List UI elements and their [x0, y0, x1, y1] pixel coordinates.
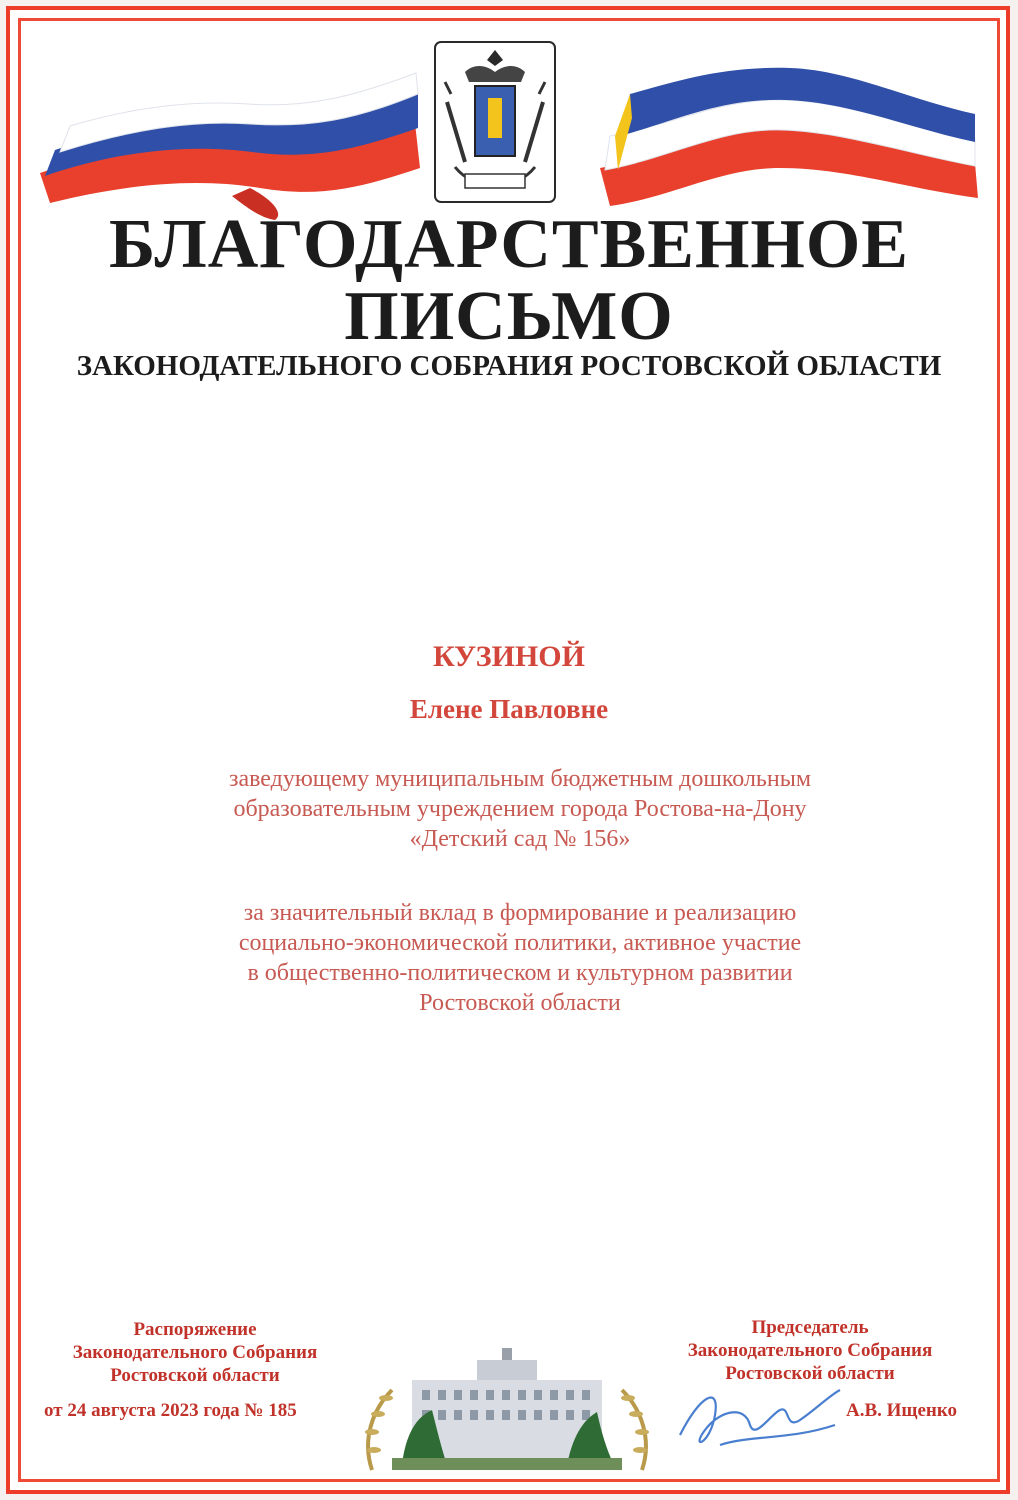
- document-title-line1: БЛАГОДАРСТВЕННОЕ: [109, 206, 909, 283]
- order-line: Ростовской области: [110, 1365, 280, 1386]
- reason-line: социально-экономической политики, активное участие: [238, 930, 802, 956]
- reason-line: в общественно-политическом и культурном развитии: [247, 960, 793, 986]
- position-line: «Детский сад № 156»: [409, 826, 631, 852]
- don-flag-ribbon: [600, 68, 978, 206]
- coat-of-arms-emblem: [435, 42, 555, 202]
- flags-banner: [20, 28, 998, 228]
- award-reason: [140, 898, 900, 1018]
- recipient-name: Елене Павловне: [409, 694, 609, 724]
- position-line: образовательным учреждением города Ростова-на-Дону: [233, 796, 807, 822]
- chairman-line: Ростовской области: [725, 1363, 895, 1384]
- reason-line: Ростовской области: [419, 990, 621, 1016]
- position-line: заведующему муниципальным бюджетным дошкольным: [228, 766, 812, 792]
- recipient-surname: КУЗИНОЙ: [433, 640, 585, 673]
- chairman-line: Законодательного Собрания: [687, 1340, 933, 1361]
- document-subtitle: ЗАКОНОДАТЕЛЬНОГО СОБРАНИЯ РОСТОВСКОЙ ОБЛАСТИ: [76, 350, 942, 382]
- recipient-position: [140, 764, 900, 854]
- signer-name: А.В. Ищенко: [846, 1400, 958, 1421]
- order-reference: [40, 1318, 350, 1387]
- reason-line: за значительный вклад в формирование и реализацию: [243, 900, 797, 926]
- chairman-line: Председатель: [751, 1317, 869, 1338]
- order-line: Законодательного Собрания: [72, 1342, 318, 1363]
- legislative-building-image: [352, 1340, 662, 1480]
- order-line: Распоряжение: [133, 1319, 257, 1340]
- russian-flag-ribbon: [40, 73, 420, 220]
- order-date: от 24 августа 2023 года № 185: [44, 1400, 297, 1421]
- handwritten-signature: [660, 1365, 860, 1465]
- document-title-line2: ПИСЬМО: [344, 278, 674, 355]
